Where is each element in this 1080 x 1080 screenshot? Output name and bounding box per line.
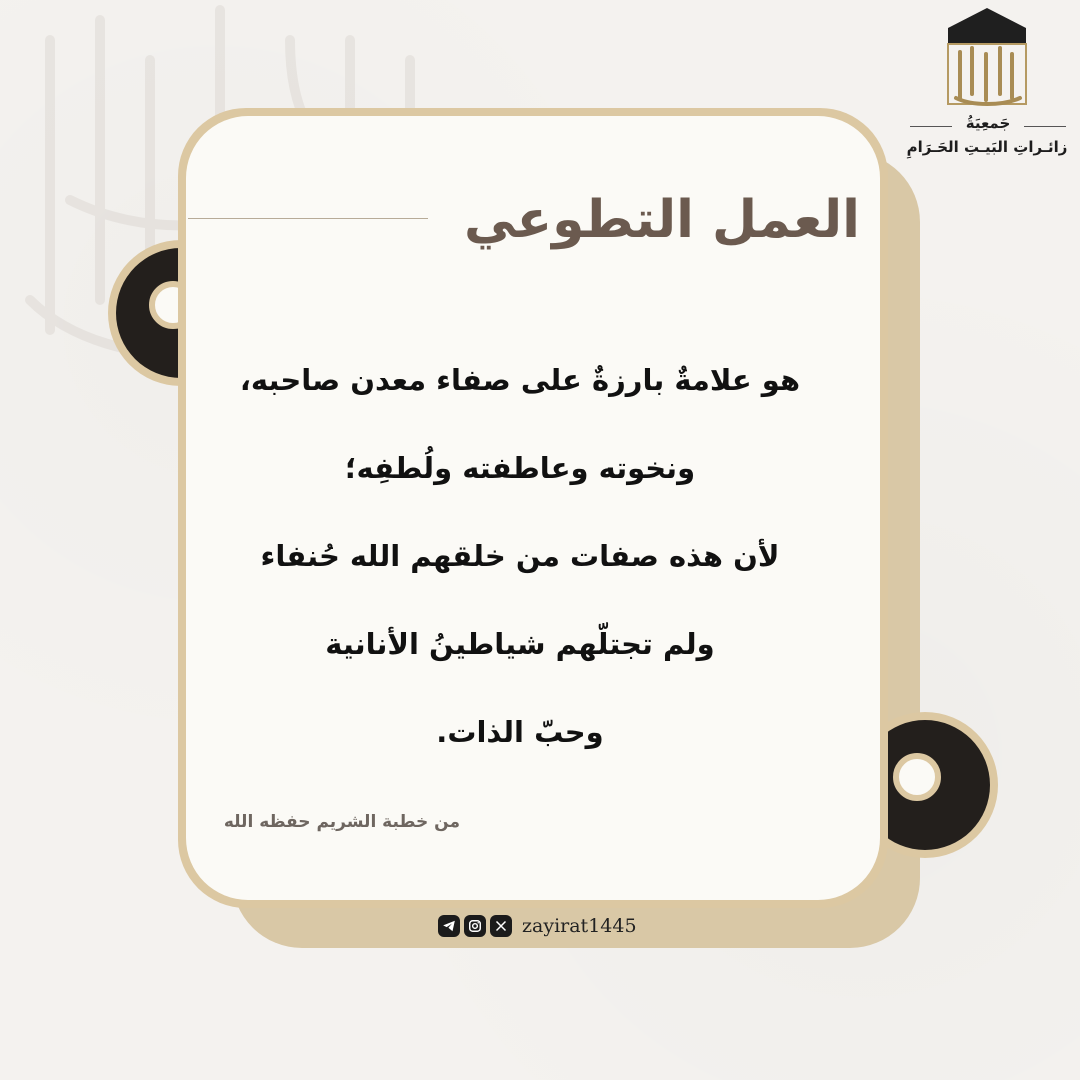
quote-body <box>200 350 840 790</box>
x-icon[interactable] <box>490 915 512 937</box>
social-handle[interactable]: zayirat1445 <box>522 915 637 937</box>
org-name-line2: زائـراتِ البَيـتِ الحَـرَامِ <box>906 138 1068 156</box>
quote-line: هو علامةٌ بارزةٌ على صفاء معدن صاحبه، <box>239 363 801 397</box>
title-divider <box>188 218 428 219</box>
quote-source: من خطبة الشريم حفظه الله <box>223 812 460 832</box>
quote-line: لأن هذه صفات من خلقهم الله حُنفاء <box>260 539 780 573</box>
org-name-line1: جَمعِيَةُ <box>908 114 1068 132</box>
quote-line: ولم تجتلّهم شياطينُ الأنانية <box>325 627 715 661</box>
card-title: العمل التطوعي <box>463 190 860 250</box>
social-footer <box>438 912 637 940</box>
telegram-icon[interactable] <box>438 915 460 937</box>
quote-line: وحبّ الذات. <box>436 715 604 749</box>
quote-line: ونخوته وعاطفته ولُطفِه؛ <box>344 451 696 485</box>
kaaba-calligraphy-logo-icon <box>942 4 1032 108</box>
instagram-icon[interactable] <box>464 915 486 937</box>
